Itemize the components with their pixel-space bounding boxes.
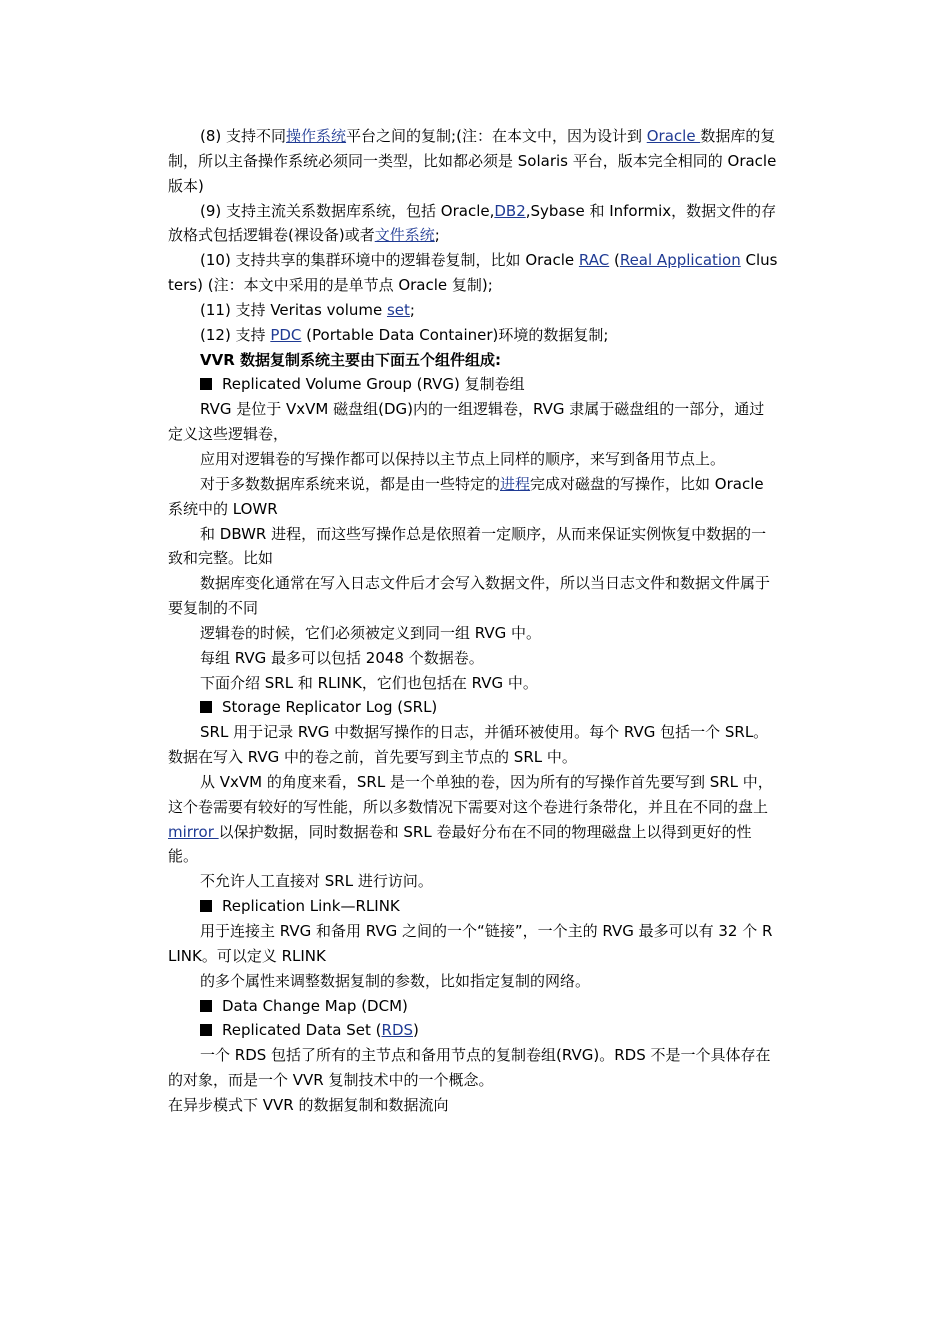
- paragraph: [168, 1043, 778, 1093]
- section-heading: [168, 348, 778, 373]
- link-process[interactable]: 进程: [500, 474, 531, 493]
- text-run: 用于连接主 RVG 和备用 RVG 之间的一个“链接”，一个主的 RVG 最多可以有 32 个 RLINK。可以定义 RLINK: [168, 922, 773, 965]
- text-run: (10) 支持共享的集群环境中的逻辑卷复制，比如 Oracle: [200, 251, 579, 270]
- text-run: (11) 支持 Veritas volume: [200, 300, 387, 319]
- text-run: 每组 RVG 最多可以包括 2048 个数据卷。: [200, 648, 484, 667]
- bullet-heading: [168, 1018, 778, 1043]
- link-real-application[interactable]: Real Application: [619, 251, 741, 270]
- paragraph: [168, 124, 778, 199]
- text-run: 的多个属性来调整数据复制的参数，比如指定复制的网络。: [200, 971, 591, 990]
- text-run: 逻辑卷的时候，它们必须被定义到同一组 RVG 中。: [200, 623, 542, 642]
- text-run: Storage Replicator Log (SRL): [222, 698, 438, 717]
- bullet-heading: [168, 695, 778, 720]
- paragraph: [168, 1093, 778, 1118]
- text-run: Clusters) (注：本文中采用的是单节点 Oracle 复制);: [168, 251, 778, 295]
- text-run: SRL 用于记录 RVG 中数据写操作的日志，并循环被使用。每个 RVG 包括一个 SRL。数据在写入 RVG 中的卷之前，首先要写到主节点的 SRL 中。: [168, 723, 769, 767]
- text-run: 数据库的复制，所以主备操作系统必须同一类型，比如都必须是 Solaris 平台，版本完全相同的 Oracle 版本): [168, 127, 777, 195]
- link-pdc[interactable]: PDC: [270, 325, 302, 344]
- text-run: 和 DBWR 进程，而这些写操作总是依照着一定顺序，从而来保证实例恢复中数据的一致和完整。比如: [168, 524, 767, 568]
- text-run: (9) 支持主流关系数据库系统，包括 Oracle,: [200, 201, 495, 220]
- text-run: 数据库变化通常在写入日志文件后才会写入数据文件，所以当日志文件和数据文件属于要复制的不同: [168, 574, 771, 618]
- link-rac[interactable]: RAC: [578, 251, 610, 270]
- text-run: RVG 是位于 VxVM 磁盘组(DG)内的一组逻辑卷，RVG 隶属于磁盘组的一部分，通过定义这些逻辑卷，: [168, 400, 765, 444]
- text-run: ;: [409, 300, 415, 319]
- paragraph: [168, 720, 778, 770]
- bullet-heading: [168, 894, 778, 919]
- text-run: 对于多数数据库系统来说，都是由一些特定的: [200, 474, 501, 493]
- text-run: 从 VxVM 的角度来看，SRL 是一个单独的卷，因为所有的写操作首先要写到 SRL 中，这个卷需要有较好的写性能，所以多数情况下需要对这个卷进行条带化，并且在不同的盘上: [168, 772, 773, 816]
- text-run: 下面介绍 SRL 和 RLINK，它们也包括在 RVG 中。: [200, 673, 538, 692]
- paragraph: [168, 646, 778, 671]
- paragraph: [168, 770, 778, 869]
- paragraph: [168, 472, 778, 522]
- square-bullet-icon: [200, 1024, 212, 1036]
- paragraph: [168, 397, 778, 447]
- text-run: Replication Link—RLINK: [222, 897, 400, 916]
- link-mirror[interactable]: mirror: [168, 822, 219, 841]
- text-run: 不允许人工直接对 SRL 进行访问。: [200, 872, 433, 891]
- bullet-heading: [168, 994, 778, 1019]
- text-run: VVR 数据复制系统主要由下面五个组件组成:: [200, 350, 501, 369]
- document-body: [168, 124, 778, 1118]
- link-filesystem[interactable]: 文件系统: [374, 226, 435, 245]
- text-run: (Portable Data Container)环境的数据复制;: [301, 325, 609, 344]
- paragraph: [168, 571, 778, 621]
- paragraph: [168, 447, 778, 472]
- paragraph: [168, 248, 778, 298]
- text-run: 一个 RDS 包括了所有的主节点和备用节点的复制卷组(RVG)。RDS 不是一个具体存在的对象，而是一个 VVR 复制技术中的一个概念。: [168, 1046, 771, 1090]
- text-run: Replicated Data Set (: [222, 1021, 382, 1040]
- bullet-heading: [168, 372, 778, 397]
- text-run: 应用对逻辑卷的写操作都可以保持以主节点上同样的顺序，来写到备用节点上。: [200, 449, 726, 468]
- square-bullet-icon: [200, 701, 212, 713]
- paragraph: [168, 298, 778, 323]
- text-run: Replicated Volume Group (RVG) 复制卷组: [222, 375, 525, 394]
- link-os[interactable]: 操作系统: [286, 127, 347, 145]
- text-run: ;: [434, 226, 440, 245]
- link-oracle[interactable]: Oracle: [646, 127, 701, 145]
- paragraph: [168, 621, 778, 646]
- link-rds[interactable]: RDS: [381, 1021, 414, 1040]
- square-bullet-icon: [200, 1000, 212, 1012]
- square-bullet-icon: [200, 900, 212, 912]
- text-run: (12) 支持: [200, 325, 271, 344]
- paragraph: [168, 671, 778, 696]
- square-bullet-icon: [200, 378, 212, 390]
- text-run: (8) 支持不同: [200, 127, 287, 145]
- text-run: 平台之间的复制;(注：在本文中，因为设计到: [346, 127, 647, 145]
- paragraph: [168, 323, 778, 348]
- text-run: (: [609, 251, 620, 270]
- text-run: 在异步模式下 VVR 的数据复制和数据流向: [168, 1095, 449, 1114]
- link-db2[interactable]: DB2: [494, 201, 526, 220]
- text-run: 完成对磁盘的写操作，比如 Oracle 系统中的 LOWR: [168, 474, 764, 518]
- paragraph: [168, 522, 778, 572]
- paragraph: [168, 969, 778, 994]
- text-run: ,Sybase 和 Informix，数据文件的存放格式包括逻辑卷(裸设备)或者: [168, 201, 777, 245]
- text-run: Data Change Map (DCM): [222, 996, 408, 1015]
- paragraph: [168, 199, 778, 249]
- link-set[interactable]: set: [386, 300, 410, 319]
- paragraph: [168, 869, 778, 894]
- text-run: ): [413, 1021, 419, 1040]
- text-run: 以保护数据，同时数据卷和 SRL 卷最好分布在不同的物理磁盘上以得到更好的性能。: [168, 822, 752, 866]
- paragraph: [168, 919, 778, 969]
